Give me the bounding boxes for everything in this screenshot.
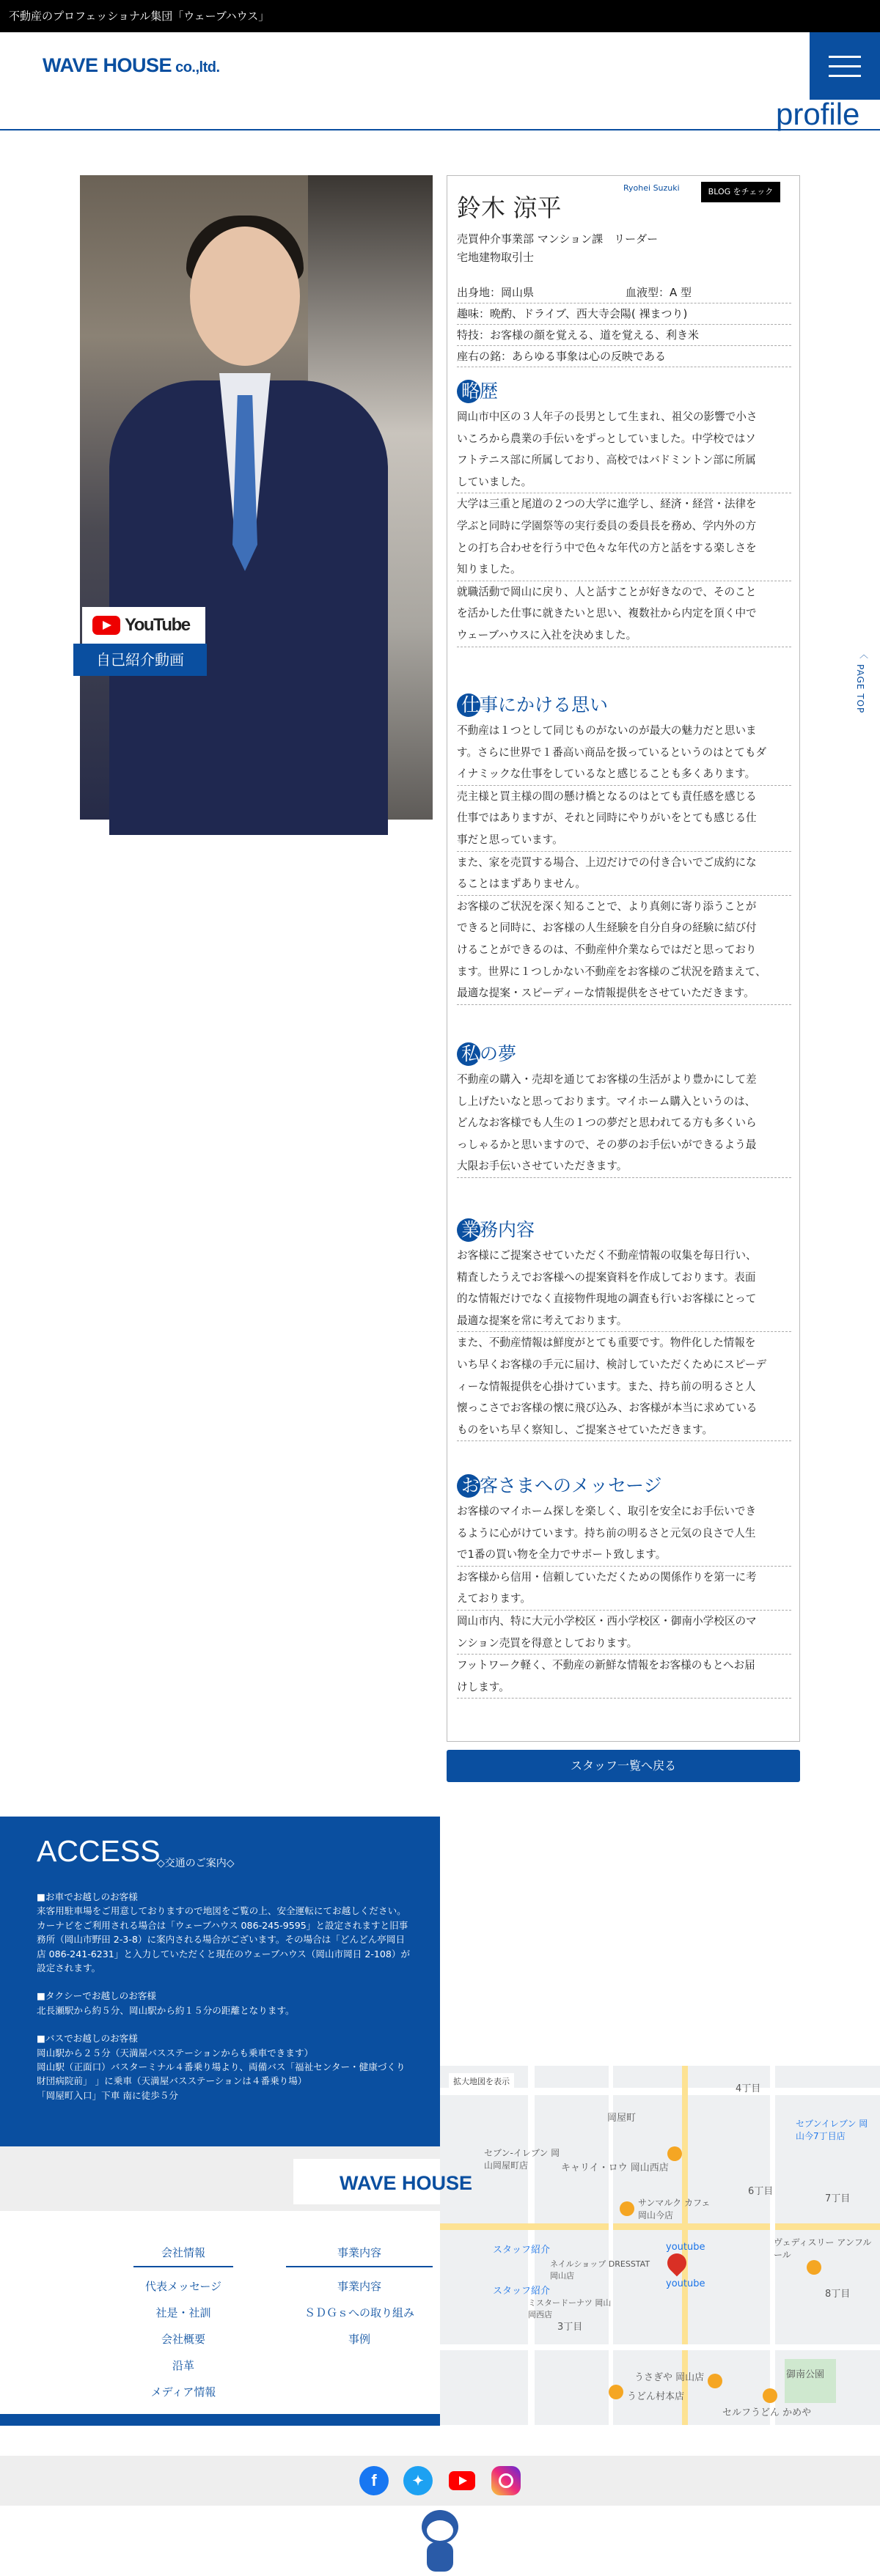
map-place-icon[interactable]: [708, 2374, 722, 2388]
section-paragraph: [457, 720, 791, 786]
footer-link[interactable]: 沿革: [172, 2359, 194, 2372]
paragraph-line: フットワーク軽く、不動産の新鮮な情報をお客様のもとへお届: [457, 1659, 755, 1672]
footer-link[interactable]: 事例: [348, 2333, 370, 2346]
footer-col-business: [286, 2245, 433, 2352]
map-enlarge-link[interactable]: 拡大地図を表示: [449, 2073, 514, 2089]
paragraph-line: いころから農業の手伝いをずっとしていました。中学校ではソ: [457, 432, 756, 445]
paragraph-line: るように心がけています。持ち前の明るさと元気の良さで人生: [457, 1526, 756, 1539]
info-row: [457, 303, 791, 325]
paragraph-line: 事だと思っています。: [457, 833, 563, 846]
paragraph-line: えております。: [457, 1592, 531, 1605]
paragraph-line: フトテニス部に所属しており、高校ではバドミントン部に所属: [457, 454, 756, 467]
map-label: 8丁目: [825, 2289, 851, 2300]
section-title: [457, 1471, 791, 1501]
section-title-first: 仕: [461, 694, 480, 715]
access-line: 「岡屋町入口」下車 南に徒歩５分: [37, 2089, 178, 2101]
paragraph-line: 岡山市中区の３人年子の長男として生まれ、祖父の影響で小さ: [457, 411, 758, 423]
staff-photo: [80, 175, 433, 820]
hamburger-menu-button[interactable]: [810, 32, 880, 100]
map-label: サンマルク カフェ 岡山今店: [638, 2198, 711, 2220]
facebook-icon[interactable]: f: [359, 2466, 389, 2495]
section-title-first: 業: [461, 1219, 480, 1240]
access-line: ■バスでお越しのお客様: [37, 2033, 138, 2045]
footer-col-heading: 会社情報: [133, 2245, 233, 2267]
section-paragraph: [457, 1069, 791, 1178]
blood-type: 血液型：A 型: [626, 286, 692, 299]
section-paragraph: [457, 1332, 791, 1441]
instagram-icon[interactable]: [491, 2466, 521, 2495]
paragraph-line: 学ぶと同時に学園祭等の実行委員の委員長を務め、学内外の方: [457, 519, 757, 532]
page-top-label: PAGE TOP: [855, 664, 865, 714]
youtube-wordmark: YouTube: [125, 615, 190, 635]
site-logo[interactable]: [43, 54, 220, 77]
footer-link[interactable]: ＳＤＧｓへの取り組み: [304, 2306, 414, 2319]
menu-icon-line: [829, 56, 861, 58]
access-block: [37, 1890, 411, 1975]
profile-section: [457, 691, 791, 1005]
access-block: [37, 1989, 411, 2017]
paragraph-line: どんなお客様でも人生の１つの夢だと思われてる方も多くいら: [457, 1116, 757, 1130]
paragraph-line: っしゃるかと思いますので、その夢のお手伝いができるよう最: [457, 1138, 757, 1151]
youtube-icon[interactable]: [447, 2466, 477, 2495]
paragraph-line: ることはまずありません。: [457, 877, 587, 891]
access-section: [0, 1817, 440, 2146]
paragraph-line: 仕事ではありますが、それと同時にやりがいをとても感じる仕: [457, 812, 757, 825]
profile-section: [457, 377, 791, 647]
paragraph-line: す。さらに世界で１番高い商品を扱っているというのはとてもダ: [457, 746, 767, 759]
paragraph-line: 不動産の購入・売却を通じてお客様の生活がより豊かにして差: [457, 1073, 757, 1086]
paragraph-line: 大限お手伝いさせていただきます。: [457, 1160, 628, 1173]
section-title: [457, 1039, 791, 1069]
profile-card: [447, 175, 800, 1742]
paragraph-line: お客様のマイホーム探しを楽しく、取引を安全にお手伝いでき: [457, 1505, 757, 1517]
section-title: [457, 691, 791, 720]
paragraph-line: お客様にご提案させていただく不動産情報の収集を毎日行い、: [457, 1249, 757, 1262]
section-paragraph: [457, 1501, 791, 1567]
access-line: カーナビをご利用される場合は「ウェーブハウス 086-245-9595」と設定されますと旧事務所（岡山市野田 2-3-8）に案内される場合がございます。その場合は「どんどん亭岡日店 086-241-6231」と入力していただくと現在のウェーブハウス（岡山市岡日 2-108）が設定されます。: [37, 1919, 411, 1974]
profile-section: [457, 1039, 791, 1178]
chevron-up-icon: ︿: [859, 649, 869, 660]
section-title-rest: 客さまへのメッセージ: [480, 1475, 662, 1496]
map-label: ネイルショップ DRESSTAT岡山店: [550, 2259, 650, 2281]
paragraph-line: 知りました。: [457, 563, 521, 576]
paragraph-line: 不動産は１つとして同じものがないのが最大の魅力だと思いま: [457, 724, 757, 737]
footer-link[interactable]: 代表メッセージ: [144, 2280, 222, 2293]
header-divider: [0, 129, 880, 130]
paragraph-line: お客様から信用・信頼していただくための関係作りを第一に考: [457, 1570, 757, 1583]
staff-name-roman: Ryohei Suzuki: [623, 183, 680, 193]
paragraph-line: 懐っこさでお客様の懐に飛び込み、お客様が本当に求めている: [457, 1402, 758, 1415]
footer-logo-text: WAVE HOUSE: [340, 2172, 473, 2194]
motto: 座右の銘：あらゆる事象は心の反映である: [457, 350, 667, 363]
map-label: うさぎや 岡山店: [634, 2372, 705, 2383]
staff-name: 鈴木 涼平: [457, 194, 562, 222]
paragraph-line: けします。: [457, 1680, 510, 1693]
access-title: ACCESS: [37, 1834, 161, 1868]
paragraph-line: ます。世界に１つしかない不動産をお客様のご状況を踏まえて、: [457, 965, 766, 978]
section-paragraph: [457, 1245, 791, 1332]
map-place-icon[interactable]: [807, 2260, 821, 2275]
menu-icon-line: [829, 75, 861, 77]
section-paragraph: [457, 493, 791, 581]
map-label: ヴェディスリー アンフルール: [774, 2237, 872, 2260]
page-title: profile: [776, 97, 860, 131]
section-title-rest: 務内容: [480, 1219, 535, 1240]
staff-position: [457, 230, 658, 267]
map-label: セルフうどん かめや: [722, 2407, 812, 2418]
section-paragraph: [457, 1567, 791, 1611]
footer-link[interactable]: 事業内容: [337, 2280, 381, 2293]
paragraph-line: 岡山市内、特に大元小学校区・西小学校区・御南小学校区のマ: [457, 1614, 757, 1627]
footer-blue-bar: [0, 2414, 440, 2426]
map-label: 岡屋町: [607, 2113, 637, 2124]
profile-info: [457, 282, 791, 367]
license-text: 宅地建物取引士: [457, 251, 535, 264]
map-label: 4丁目: [736, 2083, 761, 2094]
section-title: [457, 1215, 791, 1245]
access-block: [37, 2031, 411, 2102]
footer-col-company: [133, 2245, 233, 2405]
birthplace: 出身地：岡山県: [457, 286, 535, 299]
paragraph-line: 精査したうえでお客様への提案資料を作成しております。表面: [457, 1270, 756, 1284]
access-line: ■タクシーでお越しのお客様: [37, 1990, 157, 2002]
footer-link[interactable]: 社是・社訓: [155, 2306, 211, 2319]
top-announcement-bar: 不動産のプロフェッショナル集団「ウェーブハウス」: [0, 0, 880, 32]
paragraph-line: し上げたいなと思っております。マイホーム購入というのは、: [457, 1094, 756, 1108]
section-paragraph: [457, 896, 791, 1005]
map-label: うどん村本店: [627, 2391, 685, 2402]
map-label: youtube: [666, 2242, 705, 2253]
map-place-icon[interactable]: [667, 2146, 682, 2161]
youtube-logo[interactable]: [82, 607, 205, 644]
map-label: スタッフ紹介: [493, 2286, 551, 2297]
paragraph-line: できると同時に、お客様の人生経験を自分自身の経験に結び付: [457, 921, 757, 935]
social-links: [0, 2456, 880, 2506]
paragraph-line: 就職活動で岡山に戻り、人と話すことが好きなので、そのこと: [457, 585, 757, 598]
skill: 特技：お客様の顔を覚える、道を覚える、利き米: [457, 328, 700, 342]
logo-text: WAVE HOUSE: [43, 54, 172, 76]
footer-logo[interactable]: [293, 2159, 473, 2204]
logo-suffix: co.,ltd.: [172, 59, 220, 76]
paragraph-line: また、家を売買する場合、上辺だけでの付き合いでご成約にな: [457, 855, 757, 869]
menu-icon-line: [829, 65, 861, 67]
info-row: [457, 325, 791, 346]
section-title-rest: 事にかける思い: [480, 694, 609, 715]
paragraph-line: していました。: [457, 475, 532, 488]
paragraph-line: ものをいち早く察知し、ご提案させていただきます。: [457, 1423, 714, 1436]
footer-logo-band: [0, 2146, 473, 2211]
map-label: ミスタードーナツ 岡山岡西店: [528, 2298, 612, 2319]
footer-link[interactable]: 会社概要: [161, 2333, 205, 2346]
paragraph-line: で1番の買い物を全力でサポート致します。: [457, 1548, 667, 1561]
paragraph-line: また、不動産情報は鮮度がとても重要です。物件化した情報を: [457, 1336, 756, 1350]
site-header: [0, 32, 880, 132]
profile-section: [457, 1471, 791, 1699]
position-text: 売買仲介事業部 マンション課 リーダー: [457, 232, 659, 246]
footer-link[interactable]: メディア情報: [150, 2385, 216, 2399]
google-map[interactable]: [440, 2066, 880, 2425]
section-title-rest: の夢: [480, 1043, 517, 1064]
info-row: [457, 282, 791, 303]
map-label: 3丁目: [557, 2322, 583, 2333]
section-paragraph: [457, 1655, 791, 1699]
youtube-play-icon: [92, 616, 120, 635]
map-label: youtube: [666, 2278, 705, 2289]
hobby: 趣味：晩酌、ドライブ、西大寺会陽( 裸まつり): [457, 307, 688, 320]
twitter-icon[interactable]: ✦: [403, 2466, 433, 2495]
access-body: [37, 1890, 411, 2116]
map-label: スタッフ紹介: [493, 2245, 551, 2256]
section-title-first: 私: [461, 1043, 480, 1064]
paragraph-line: 最適な提案・スピーディーな情報提供をさせていただきます。: [457, 987, 755, 1000]
access-subtitle: ◇交通のご案内◇: [157, 1858, 235, 1869]
paragraph-line: ンション売買を得意としております。: [457, 1636, 638, 1649]
access-line: 来客用駐車場をご用意しておりますので地図をご覧の上、安全運転にてお越しください。: [37, 1905, 406, 1917]
section-paragraph: [457, 852, 791, 896]
mascot-icon: [419, 2510, 461, 2573]
access-line: 岡山駅から２５分（天満屋バスステーションからも乗車できます）: [37, 2047, 314, 2058]
paragraph-line: 最適な提案を常に考えております。: [457, 1314, 628, 1327]
paragraph-line: 売主様と買主様の間の懸け橋となるのはとても責任感を感じる: [457, 790, 757, 803]
footer-nav: [0, 2211, 440, 2424]
back-to-staff-list-button[interactable]: スタッフ一覧へ戻る: [447, 1750, 800, 1782]
section-title-first: お: [461, 1475, 480, 1496]
paragraph-line: けることができるのは、不動産仲介業ならではだと思っており: [457, 943, 757, 956]
access-line: 北長瀬駅から約５分、岡山駅から約１５分の距離となります。: [37, 2004, 295, 2016]
map-label: キャリイ・ロウ 岡山西店: [561, 2163, 669, 2174]
paragraph-line: を活かした仕事に就きたいと思い、複数社から内定を頂く中で: [457, 607, 757, 620]
map-label: 7丁目: [825, 2193, 851, 2204]
section-paragraph: [457, 581, 791, 647]
map-place-icon[interactable]: [620, 2201, 634, 2216]
page-top-button[interactable]: [855, 648, 873, 721]
paragraph-line: 大学は三重と尾道の２つの大学に進学し、経済・経営・法律を: [457, 498, 757, 511]
paragraph-line: ウェーブハウスに入社を決めました。: [457, 628, 637, 641]
paragraph-line: ィーな情報提供を心掛けています。また、持ち前の明るさと人: [457, 1380, 756, 1393]
paragraph-line: お客様のご状況を深く知ることで、より真剣に寄り添うことが: [457, 899, 757, 913]
footer-col-heading: 事業内容: [286, 2245, 433, 2267]
map-label: 御南公園: [786, 2369, 825, 2380]
map-place-icon[interactable]: [609, 2385, 623, 2399]
section-title-first: 略: [461, 380, 480, 402]
blog-check-button[interactable]: BLOG をチェック: [701, 182, 780, 202]
paragraph-line: 的な情報だけでなく直接物件現地の調査も行いお客様にとって: [457, 1292, 757, 1306]
section-title: [457, 377, 791, 406]
access-line: 岡山駅（正面口）バスターミナル４番乗り場より、両備バス「福祉センター・健康づくり財団病院前」 」に乗車（天満屋バスステーションは４番乗り場）: [37, 2061, 406, 2087]
section-paragraph: [457, 786, 791, 852]
info-row: [457, 346, 791, 367]
map-place-icon[interactable]: [763, 2388, 777, 2403]
map-label: 6丁目: [748, 2186, 774, 2197]
paragraph-line: イナミックな仕事をしているなと感じることも多くあります。: [457, 768, 756, 781]
map-label: セブンイレブン 岡山今7丁目店: [796, 2119, 868, 2141]
paragraph-line: いち早くお客様の手元に届け、検討していただくためにスピーデ: [457, 1358, 767, 1371]
intro-video-button[interactable]: 自己紹介動画: [73, 644, 207, 676]
profile-section: [457, 1215, 791, 1441]
map-label: セブン-イレブン 岡山岡屋町店: [484, 2148, 560, 2171]
section-paragraph: [457, 406, 791, 493]
paragraph-line: との打ち合わせを行う中で色々な年代の方と話をする楽しさを: [457, 541, 757, 554]
section-paragraph: [457, 1611, 791, 1655]
section-title-rest: 歴: [480, 380, 499, 402]
access-line: ■お車でお越しのお客様: [37, 1891, 138, 1902]
